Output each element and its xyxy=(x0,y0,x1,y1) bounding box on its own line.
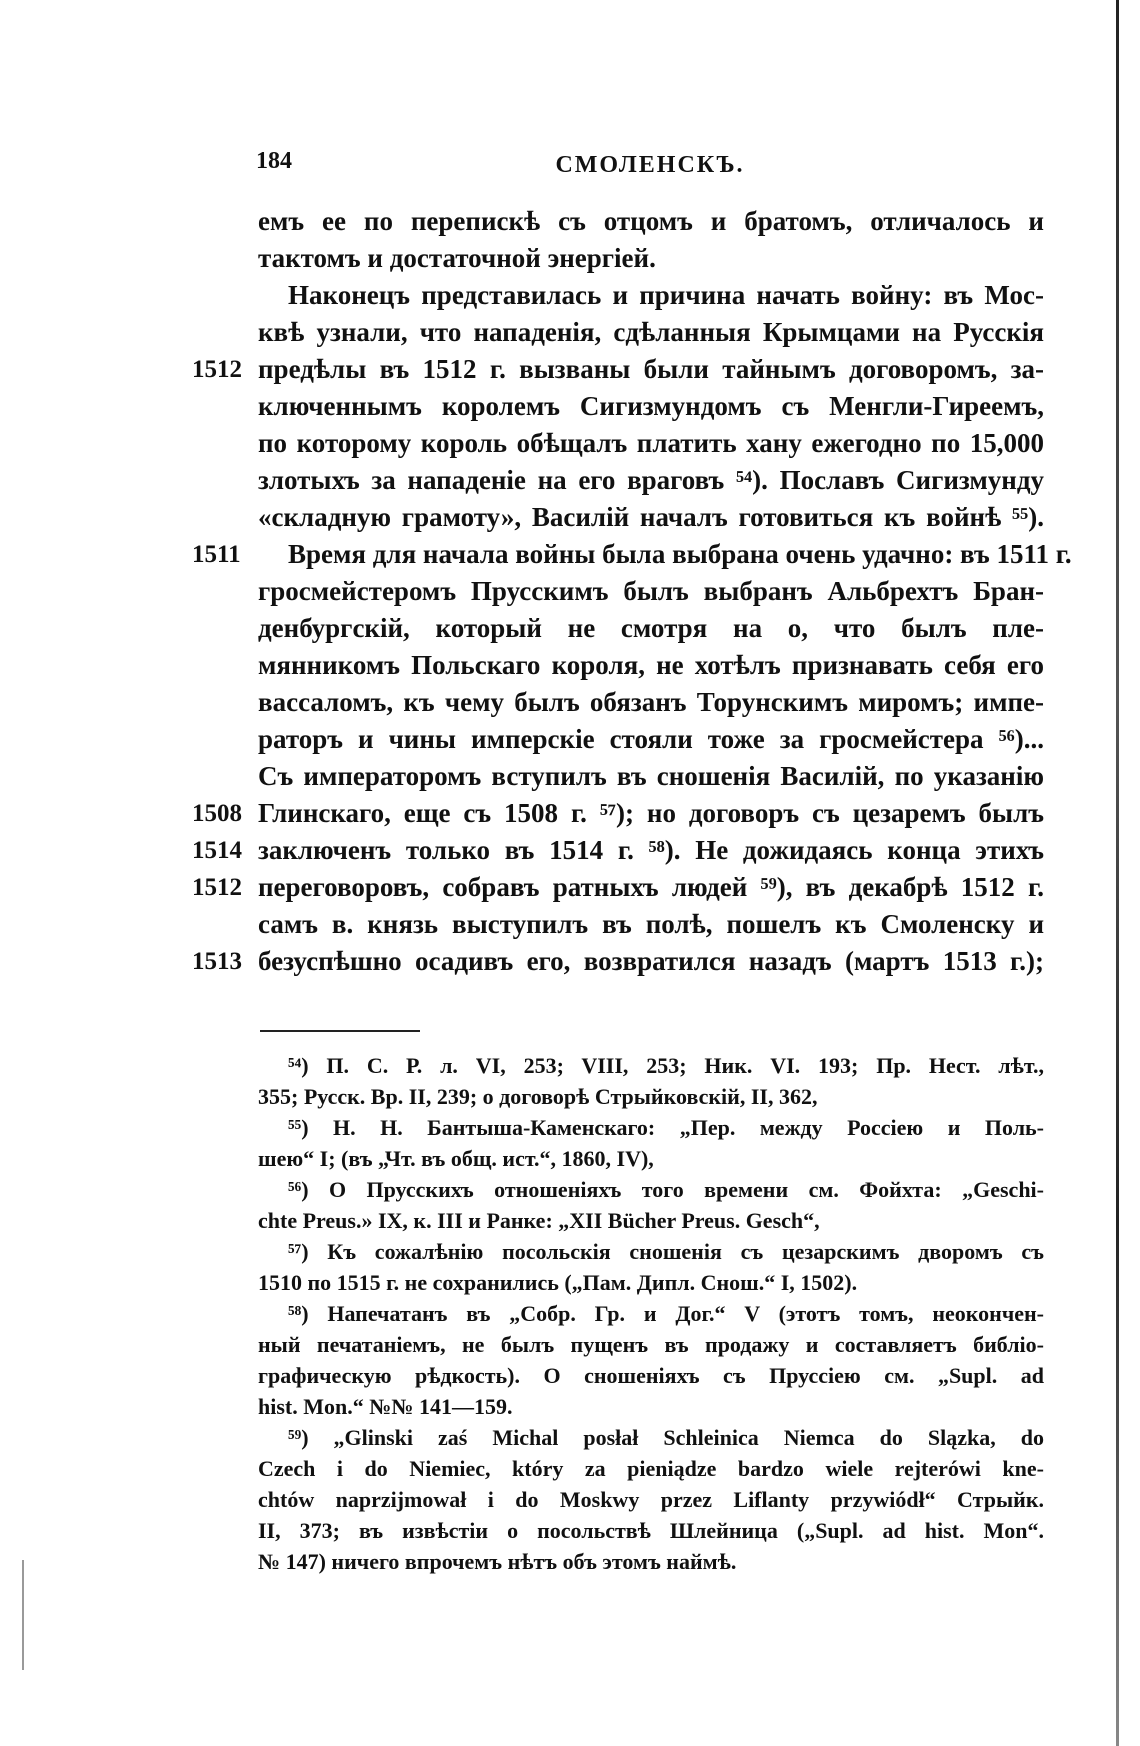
text-line: мянникомъ Польскаго короля, не хотѣлъ признавать себя его xyxy=(258,650,1044,680)
footnote-line: ⁵⁸) Напечатанъ въ „Собр. Гр. и Дог.“ V (этотъ томъ, неокончен- xyxy=(288,1301,1044,1326)
footnote-line: ⁵⁷) Къ сожалѣнію посольскія сношенія съ цезарскимъ дворомъ съ xyxy=(288,1239,1044,1264)
margin-year: 1508 xyxy=(192,800,242,827)
footnote xyxy=(258,1174,1044,1236)
footnote-line: шею“ I; (въ „Чт. въ общ. ист.“, 1860, IV), xyxy=(258,1146,654,1171)
text-line: заключенъ только въ 1514 г. ⁵⁸). Не дожидаясь конца этихъ 1514 xyxy=(258,832,1044,869)
text-line: гросмейстеромъ Прусскимъ былъ выбранъ Альбрехтъ Бран- xyxy=(258,576,1044,606)
margin-year: 1511 xyxy=(192,541,241,568)
footnote xyxy=(258,1422,1044,1577)
footnote-line: ный печатаніемъ, не былъ пущенъ въ продажу и составляетъ библіо- xyxy=(258,1332,1044,1357)
page-number: 184 xyxy=(256,148,292,174)
text-line: емъ ее по перепискѣ съ отцомъ и братомъ, отличалось и xyxy=(258,206,1044,236)
text-line: квѣ узнали, что нападенія, сдѣланныя Крымцами на Русскія xyxy=(258,317,1044,347)
footnote-line: ⁵⁵) Н. Н. Бантыша-Каменскаго: „Пер. между Россіею и Поль- xyxy=(288,1115,1044,1140)
text-line: Время для начала войны была выбрана очень удачно: въ 1511 г. 1511 xyxy=(258,536,1044,573)
footnote-line: ⁵⁴) П. С. Р. л. VI, 253; VIII, 253; Ник. VI. 193; Пр. Нест. лѣт., xyxy=(288,1053,1044,1078)
footnote xyxy=(258,1050,1044,1112)
text-line: Глинскаго, еще съ 1508 г. ⁵⁷); но договоръ съ цезаремъ былъ 1508 xyxy=(258,795,1044,832)
footnote-line: chte Preus.» IX, к. III и Ранке: „XII Bücher Preus. Gesch“, xyxy=(258,1208,820,1233)
footnote-line: hist. Mon.“ №№ 141—159. xyxy=(258,1394,513,1419)
footnote-line: II, 373; въ извѣстіи о посольствѣ Шлейница („Supl. ad hist. Mon“. xyxy=(258,1518,1044,1543)
footnote xyxy=(258,1236,1044,1298)
footnote-line: Czech i do Niemiec, który za pieniądze bardzo wiele rejterówi kne- xyxy=(258,1456,1044,1481)
footnote-line: 1510 по 1515 г. не сохранились („Пам. Дипл. Снош.“ I, 1502). xyxy=(258,1270,858,1295)
footnote-line: ⁵⁹) „Glinski zaś Michal posłał Schleinica Niemca do Slązka, do xyxy=(288,1425,1044,1450)
text-line: Съ императоромъ вступилъ въ сношенія Василій, по указанію xyxy=(258,761,1044,791)
scan-edge-right xyxy=(1116,0,1119,1746)
scan-edge-left xyxy=(22,1560,24,1670)
text-line: предѣлы въ 1512 г. вызваны были тайнымъ договоромъ, за- 1512 xyxy=(258,351,1044,388)
footnotes xyxy=(258,1050,1044,1577)
running-title: СМОЛЕНСКЪ. xyxy=(555,152,745,178)
margin-year: 1512 xyxy=(192,874,242,901)
text-line: тактомъ и достаточной энергіей. xyxy=(258,243,656,273)
footnote-line: графическую рѣдкость). О сношеніяхъ съ Пруссіею см. „Supl. ad xyxy=(258,1363,1044,1388)
text-line: самъ в. князь выступилъ въ полѣ, пошелъ къ Смоленску и xyxy=(258,909,1044,939)
page-header xyxy=(250,148,1050,178)
text-line: ключеннымъ королемъ Сигизмундомъ съ Менгли-Гиреемъ, xyxy=(258,391,1044,421)
text-line: переговоровъ, собравъ ратныхъ людей ⁵⁹), въ декабрѣ 1512 г. 1512 xyxy=(258,869,1044,906)
text-line: Наконецъ представилась и причина начать войну: въ Мос- xyxy=(288,280,1044,310)
text-line: по которому король обѣщалъ платить хану ежегодно по 15,000 xyxy=(258,428,1044,458)
body-text xyxy=(192,203,1072,980)
text-line: раторъ и чины имперскіе стояли тоже за гросмейстера ⁵⁶)... xyxy=(258,724,1044,754)
text-line: «складную грамоту», Василій началъ готовиться къ войнѣ ⁵⁵). xyxy=(258,502,1044,532)
margin-year: 1513 xyxy=(192,948,242,975)
margin-year: 1512 xyxy=(192,356,242,383)
text-line: вассаломъ, къ чему былъ обязанъ Торунскимъ миромъ; импе- xyxy=(258,687,1044,717)
text-line: безуспѣшно осадивъ его, возвратился назадъ (мартъ 1513 г.); 1513 xyxy=(258,943,1044,980)
footnote-line: № 147) ничего впрочемъ нѣтъ объ этомъ наймѣ. xyxy=(258,1549,737,1574)
margin-year: 1514 xyxy=(192,837,242,864)
footnote xyxy=(258,1298,1044,1422)
footnote-separator xyxy=(260,1030,420,1032)
footnote-line: 355; Русск. Вр. II, 239; о договорѣ Стрыйковскій, II, 362, xyxy=(258,1084,818,1109)
footnote xyxy=(258,1112,1044,1174)
footnote-line: ⁵⁶) О Прусскихъ отношеніяхъ того времени см. Фойхта: „Geschi- xyxy=(288,1177,1044,1202)
text-line: денбургскій, который не смотря на о, что былъ пле- xyxy=(258,613,1044,643)
text-line: злотыхъ за нападеніе на его враговъ ⁵⁴). Пославъ Сигизмунду xyxy=(258,465,1044,495)
footnote-line: chtów naprzijmował i do Moskwy przez Liflanty przywiódł“ Стрыйк. xyxy=(258,1487,1044,1512)
